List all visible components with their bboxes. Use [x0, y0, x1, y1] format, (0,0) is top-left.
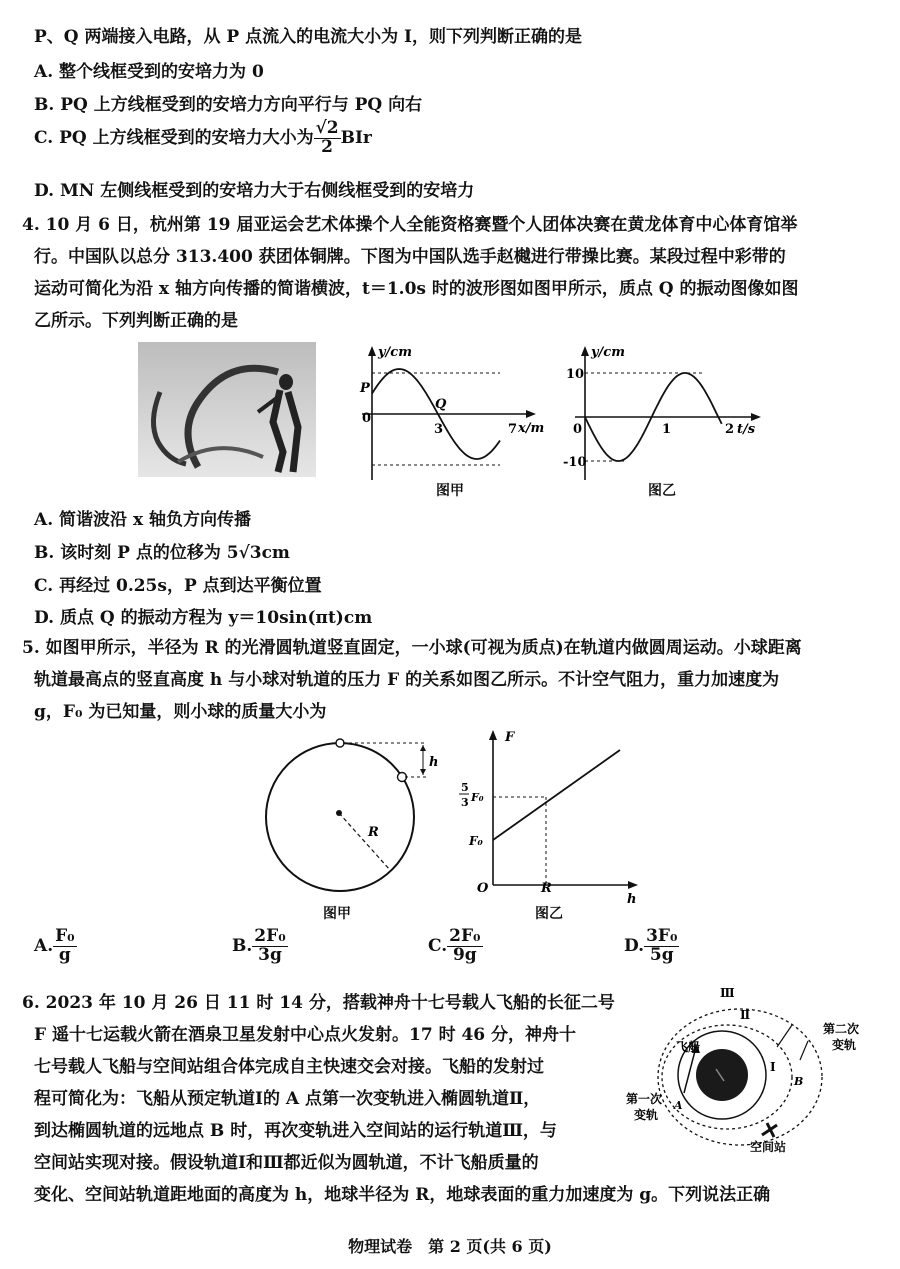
fh-f0-tick: F₀	[469, 834, 483, 848]
q5-option-d-num: 3F₀	[646, 926, 678, 946]
q5-option-c-label: C.	[428, 935, 448, 956]
vib-tick-2: 2	[725, 422, 735, 437]
q4-line-2: 行。中国队以总分 313.400 获团体铜牌。下图为中国队选手赵樾进行带操比赛。某段过程中彩带的	[34, 247, 786, 267]
orbit-label-i: Ⅰ	[770, 1060, 776, 1074]
q5-option-b-den: 3g	[258, 944, 282, 965]
q6-line-2: F 遥十七运载火箭在酒泉卫星发射中心点火发射。17 时 46 分，神舟十	[34, 1025, 577, 1045]
vib-tick-minus-10: -10	[563, 455, 587, 470]
q6-line-3: 七号载人飞船与空间站组合体完成自主快速交会对接。飞船的发射过	[34, 1057, 544, 1077]
orbit-second-change-2: 变轨	[832, 1038, 857, 1052]
q3-option-d: D. MN 左侧线框受到的安培力大于右侧线框受到的安培力	[34, 181, 475, 201]
q5-line-1: 5. 如图甲所示，半径为 R 的光滑圆轨道竖直固定，一小球(可视为质点)在轨道内做圆周运动。小球距离	[22, 638, 802, 658]
q6-line-7: 变化、空间站轨道距地面的高度为 h，地球半径为 R，地球表面的重力加速度为 g。下列说法正确	[34, 1185, 771, 1205]
wave-q-label: Q	[435, 397, 447, 412]
q5-option-b-num: 2F₀	[254, 926, 286, 946]
q5-fh-graph	[455, 725, 640, 907]
q3-fraction-den: 2	[321, 136, 333, 157]
q3-option-c	[34, 120, 372, 157]
page-footer: 物理试卷 第 2 页(共 6 页)	[348, 1237, 552, 1256]
wave-tick-3: 3	[434, 422, 444, 437]
vib-ylabel: y/cm	[591, 345, 625, 360]
q4-option-a: A. 简谐波沿 x 轴负方向传播	[34, 510, 251, 530]
fh-r-tick: R	[541, 881, 552, 896]
q4-line-4: 乙所示。下列判断正确的是	[34, 311, 238, 331]
wave-tick-7: 7	[508, 422, 518, 437]
q5-option-b-label: B.	[232, 935, 253, 956]
fh-line	[493, 750, 620, 840]
wave-p-label: P	[360, 381, 370, 396]
wave-xlabel: x/m	[518, 421, 545, 436]
q4-option-b: B. 该时刻 P 点的位移为 5√3cm	[34, 543, 290, 563]
q4-option-d: D. 质点 Q 的振动方程为 y＝10sin(πt)cm	[34, 608, 373, 628]
q4-line-3: 运动可简化为沿 x 轴方向传播的简谐横波，t＝1.0s 时的波形图如图甲所示，质点 Q 的振动图像如图	[34, 279, 799, 299]
q4-caption-a: 图甲	[436, 483, 464, 499]
orbit-first-change-2: 变轨	[634, 1108, 659, 1122]
wave-x-arrow	[526, 410, 536, 418]
q4-line-1: 4. 10 月 6 日，杭州第 19 届亚运会艺术体操个人全能资格赛暨个人团体决赛在黄龙体育中心体育馆举	[22, 215, 798, 235]
q4-wave-graph	[350, 340, 545, 490]
fh-origin: O	[477, 881, 489, 896]
q3-option-c-tail: BIr	[340, 127, 372, 148]
q6-line-4: 程可简化为：飞船从预定轨道Ⅰ的 A 点第一次变轨进入椭圆轨道Ⅱ，	[34, 1089, 541, 1109]
orbit-label-iii: Ⅲ	[720, 986, 735, 1000]
orbit-second-change-1: 第二次	[823, 1022, 860, 1036]
fh-frac-num: 5	[461, 781, 469, 794]
q3-fraction	[314, 120, 341, 157]
vib-tick-1: 1	[662, 422, 672, 437]
wave-y-arrow	[368, 346, 376, 356]
q6-line-5: 到达椭圆轨道的远地点 B 时，再次变轨进入空间站的运行轨道Ⅲ，与	[34, 1121, 557, 1141]
vib-xlabel: t/s	[737, 422, 756, 437]
fh-frac-f0: F₀	[471, 791, 484, 804]
track-top-point	[336, 739, 344, 747]
wave-origin: 0	[362, 411, 372, 426]
q3-option-b: B. PQ 上方线框受到的安培力方向平行与 PQ 向右	[34, 95, 423, 115]
orbit-point-a: A	[674, 1099, 683, 1112]
q6-line-6: 空间站实现对接。假设轨道Ⅰ和Ⅲ都近似为圆轨道，不计飞船质量的	[34, 1153, 539, 1173]
q4-option-c: C. 再经过 0.25s，P 点到达平衡位置	[34, 576, 322, 596]
q5-option-c-num: 2F₀	[449, 926, 481, 946]
q3-option-c-text: C. PQ 上方线框受到的安培力大小为	[34, 127, 314, 148]
q5-caption-a: 图甲	[323, 906, 351, 922]
vib-tick-10: 10	[566, 367, 585, 382]
q5-option-d-den: 5g	[649, 944, 674, 965]
q5-option-c-den: 9g	[452, 944, 477, 965]
q5-line-2: 轨道最高点的竖直高度 h 与小球对轨道的压力 F 的关系如图乙所示。不计空气阻力，重力加速度为	[34, 670, 780, 690]
q6-orbit-diagram	[612, 985, 877, 1155]
orbit-ship-label: 飞船	[676, 1040, 701, 1054]
fh-f-label: F	[505, 730, 515, 745]
wave-ylabel: y/cm	[378, 345, 412, 360]
q5-r-label: R	[368, 825, 379, 840]
orbit-first-change-1: 第一次	[626, 1092, 663, 1106]
q5-option-a-num: F₀	[55, 926, 75, 946]
q5-option-a-label: A.	[34, 935, 54, 956]
q3-option-a: A. 整个线框受到的安培力为 0	[34, 62, 264, 82]
q4-caption-b: 图乙	[648, 483, 676, 499]
circular-track	[266, 743, 414, 891]
q5-h-label: h	[429, 755, 439, 770]
q4-vibration-graph	[565, 340, 765, 490]
fh-frac-den: 3	[461, 796, 469, 809]
q5-circle-diagram	[255, 730, 445, 910]
q5-option-d	[624, 928, 679, 965]
q5-caption-b: 图乙	[535, 906, 563, 922]
q5-option-a-den: g	[58, 944, 71, 965]
orbit-point-b: B	[794, 1075, 804, 1088]
orbit-label-ii: Ⅱ	[740, 1008, 751, 1022]
vib-origin: 0	[573, 422, 583, 437]
q6-line-1: 6. 2023 年 10 月 26 日 11 时 14 分，搭载神舟十七号载人飞船的长征二号	[22, 993, 615, 1013]
fh-h-label: h	[627, 892, 637, 907]
q5-line-3: g，F₀ 为已知量，则小球的质量大小为	[34, 702, 327, 722]
q5-option-a	[34, 928, 77, 965]
q5-option-c	[428, 928, 483, 965]
gymnast-photo	[138, 342, 316, 477]
orbit-station-label: 空间站	[750, 1140, 787, 1154]
q5-option-d-label: D.	[624, 935, 645, 956]
q3-stem: P、Q 两端接入电路，从 P 点流入的电流大小为 I，则下列判断正确的是	[34, 27, 582, 47]
q3-fraction-num: √2	[315, 118, 339, 138]
q5-option-b	[232, 928, 288, 965]
earth	[696, 1049, 748, 1101]
